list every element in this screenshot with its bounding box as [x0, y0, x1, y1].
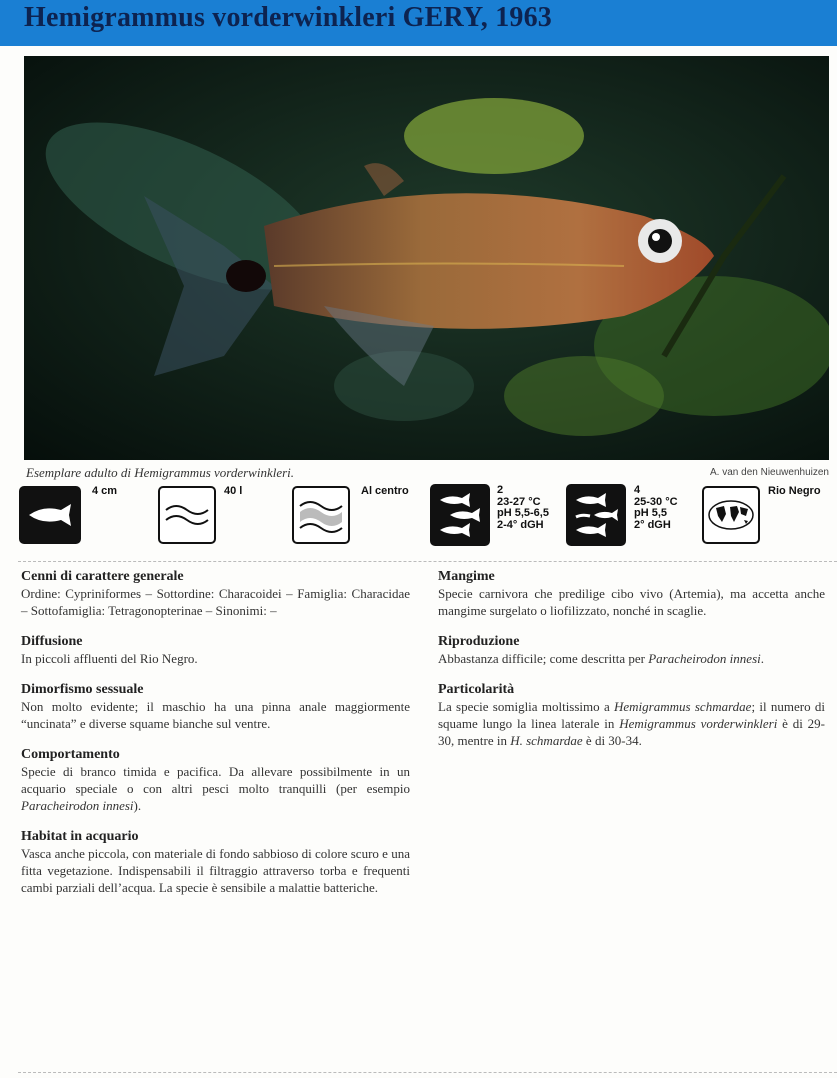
section-reproduction-text: Abbastanza difficile; come descritta per Paracheirodon innesi. [438, 651, 764, 666]
breeding-temp: 25-30 °C [634, 495, 678, 508]
right-column [438, 568, 825, 763]
page-title: Hemigrammus vorderwinkleri GERY, 1963 [24, 2, 553, 33]
maintenance-details [497, 485, 549, 531]
breeding-ph: pH 5,5 [634, 507, 668, 519]
world-map-icon [702, 486, 760, 544]
fish-size-label: 4 cm [92, 485, 118, 497]
breeding-level: 4 [634, 484, 641, 496]
section-features [438, 681, 825, 749]
section-distribution-text: In piccoli affluenti del Rio Negro. [21, 651, 198, 666]
photo-caption: Esemplare adulto di Hemigrammus vorderwinkleri. [26, 465, 295, 480]
maintenance-hardness: 2-4° dGH [497, 518, 544, 531]
top-divider [18, 561, 837, 562]
fish-size-icon [19, 486, 81, 544]
section-dimorphism-text: Non molto evidente; il maschio ha una pinna anale maggiormente “uncinata” e diverse squame bianche sul ventre. [21, 699, 410, 731]
info-icon-bar [0, 480, 837, 550]
title-banner [0, 0, 837, 46]
section-habitat-title: Habitat in acquario [21, 829, 139, 844]
swimming-zone-label: Al centro [361, 485, 409, 497]
section-habitat [21, 828, 410, 896]
section-behaviour [21, 746, 410, 814]
section-distribution [21, 633, 410, 667]
photo-credit: A. van den Nieuwenhuizen [710, 467, 829, 478]
section-food [438, 568, 825, 619]
maintenance-temp: 23-27 °C [497, 495, 541, 508]
swimming-zone-icon [292, 486, 350, 544]
breeding-hardness: 2° dGH [634, 518, 671, 531]
tank-volume-label: 40 l [224, 485, 243, 497]
section-general-text: Ordine: Cypriniformes – Sottordine: Characoidei – Famiglia: Characidae – Sottofamiglia: Tetragonopterinae – Sinonimi: – [21, 586, 410, 618]
section-general [21, 568, 410, 619]
origin-label: Rio Negro [768, 485, 821, 497]
breeding-icon [566, 484, 626, 546]
section-reproduction [438, 633, 825, 667]
section-behaviour-title: Comportamento [21, 747, 120, 762]
section-features-text: La specie somiglia moltissimo a Hemigrammus schmardae; il numero di squame lungo la linea laterale in Hemigrammus vorderwinkleri è di 29-30, mentre in H. schmardae è di 30-34. [438, 699, 826, 748]
maintenance-level: 2 [497, 484, 504, 496]
section-features-title: Particolarità [438, 682, 515, 697]
section-behaviour-text: Specie di branco timida e pacifica. Da allevare possibilmente in un acquario speciale o con altri pesci molto tranquilli (per esempio Paracheirodon innesi). [21, 764, 410, 813]
maintenance-icon [430, 484, 490, 546]
tank-volume-icon [158, 486, 216, 544]
section-reproduction-title: Riproduzione [438, 634, 520, 649]
section-general-title: Cenni di carattere generale [21, 569, 184, 584]
section-food-title: Mangime [438, 569, 495, 584]
section-dimorphism [21, 681, 410, 732]
section-food-text: Specie carnivora che predilige cibo vivo (Artemia), ma accetta anche mangime surgelato o liofilizzato, nonché in scaglie. [438, 586, 825, 618]
maintenance-ph: pH 5,5-6,5 [497, 507, 549, 519]
left-column [21, 568, 410, 910]
fish-photo [24, 56, 829, 460]
breeding-details [634, 485, 678, 531]
section-dimorphism-title: Dimorfismo sessuale [21, 682, 144, 697]
section-habitat-text: Vasca anche piccola, con materiale di fondo sabbioso di colore scuro e una fitta vegetazione. Indispensabili il filtraggio attraverso torba e frequenti cambi parziali dell’acqua. La specie è sensibile a malattie batteriche. [21, 846, 410, 895]
bottom-divider [18, 1072, 837, 1073]
section-distribution-title: Diffusione [21, 634, 83, 649]
fish-illustration [24, 56, 829, 460]
